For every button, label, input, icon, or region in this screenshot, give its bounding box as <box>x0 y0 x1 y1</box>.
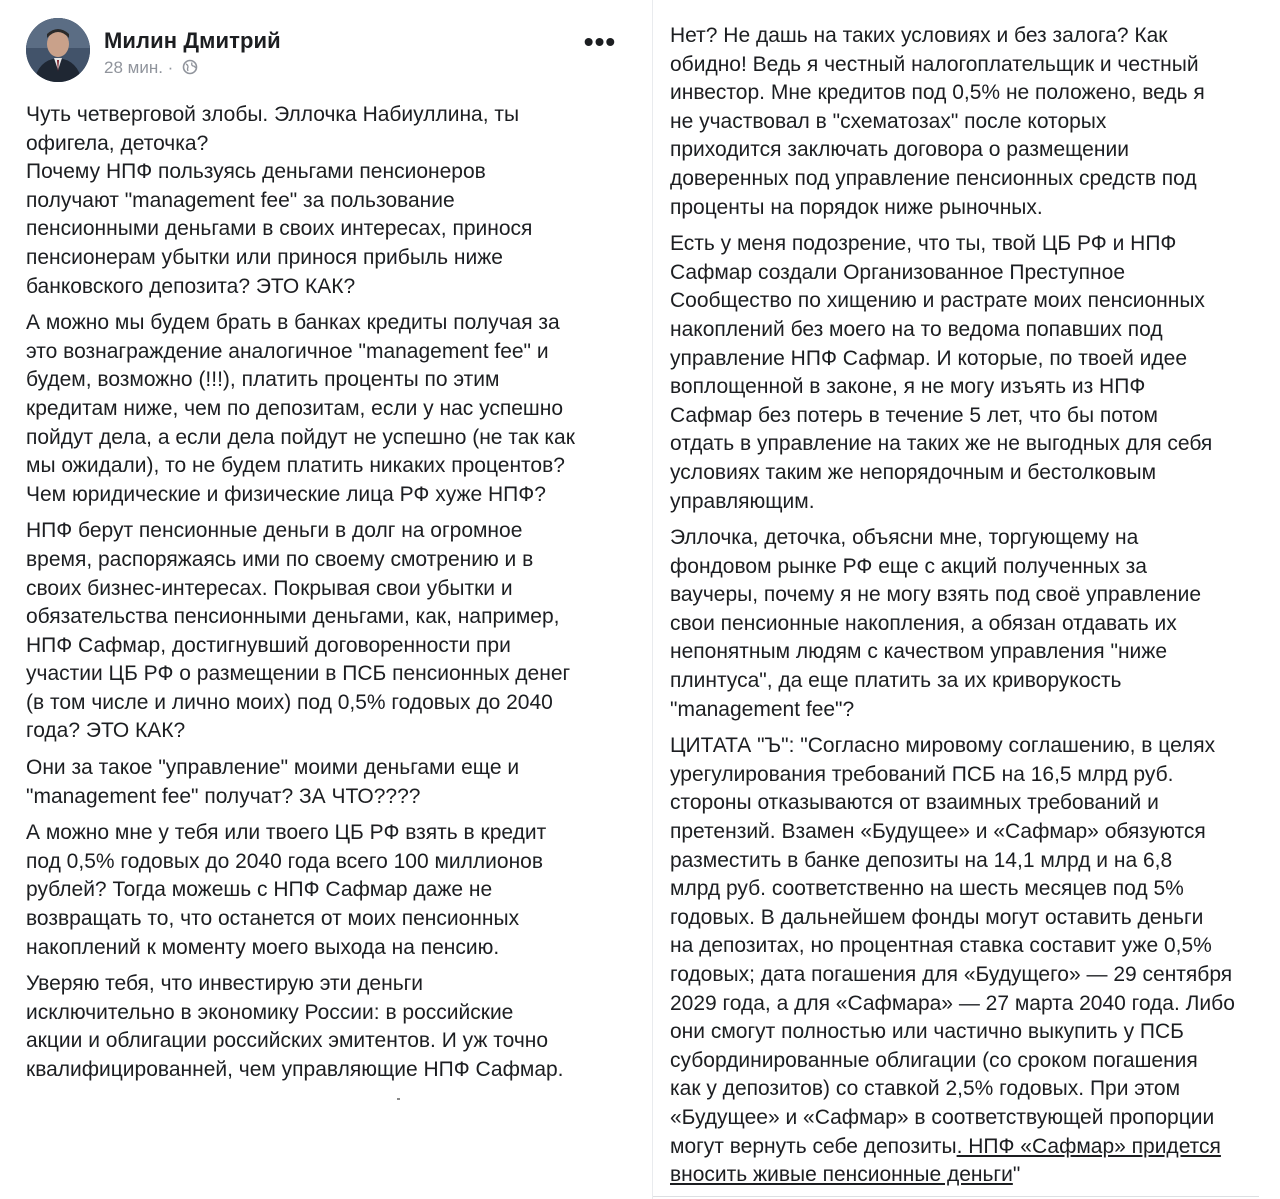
quote-text: ЦИТАТА "Ъ": "Согласно мировому соглашению, в целях урегулирования требований ПСБ на 16,5 млрд руб. стороны отказываются от взаимных требований и претензий. Взамен «Будущее» и «Сафмар» обязуются разместить в банке депозиты на 14,1 млрд и на 6,8 млрд руб. соответственно на шесть месяцев под 5% годовых. В дальнейшем фонды могут оставить деньги на депозитах, но процентная ставка составит уже 0,5% годовых; дата погашения для «Будущего» — 29 сентября 2029 года, а для «Сафмара» — 27 марта 2040 года. Либо они смогут полностью или частично выкупить у ПСБ субординированные облигации (со сроком погашения как у депозитов) со ставкой 2,5% годовых. При этом «Будущее» и «Сафмар» в соответствующей пропорции могут вернуть себе депозиты <box>670 734 1235 1158</box>
post-paragraph: НПФ берут пенсионные деньги в долг на огромное время, распоряжаясь ими по своему смотрению и в своих бизнес-интересах. Покрывая свои убытки и обязательства пенсионными деньгами, как, например, НПФ Сафмар, достигнувший договоренности при участии ЦБ РФ о размещении в ПСБ пенсионных денег (в том числе и лично моих) под 0,5% годовых до 2040 года? ЭТО КАК? <box>26 519 571 743</box>
author-name[interactable]: Милин Дмитрий <box>104 28 281 53</box>
post-time[interactable]: 28 мин. <box>104 58 163 77</box>
post-paragraph: Уверяю тебя, что инвестирую эти деньги исключительно в экономику России: в российские акции и облигации российских эмитентов. И уж точно квалифицированней, чем управляющие НПФ Сафмар. <box>26 972 564 1081</box>
divider <box>653 1196 1259 1197</box>
avatar[interactable] <box>26 18 90 82</box>
quote-underlined-text[interactable]: . НПФ «Сафмар» придется вносить живые пенсионные деньги <box>670 1134 1221 1187</box>
post-paragraph: Нет? Не дашь на таких условиях и без залога? Как обидно! Ведь я честный налогоплательщик и честный инвестор. Мне кредитов под 0,5% не положено, ведь я не участвовал в "схематозах" после которых приходится заключать договора о размещении доверенных под управление пенсионных средств под проценты на порядок ниже рыночных. <box>670 24 1205 219</box>
quote-closing: " <box>1012 1163 1021 1187</box>
quote-paragraph <box>670 732 1260 1190</box>
post-paragraph: Есть у меня подозрение, что ты, твой ЦБ РФ и НПФ Сафмар создали Организованное Преступное Сообщество по хищению и растрате моих пенсионных накоплений без моего на то ведома попавших под управление НПФ Сафмар. И которые, по твоей идее воплощенной в законе, я не могу изъять из НПФ Сафмар без потерь в течение 5 лет, что бы потом отдать в управление на таких же не выгодных для себя условиях таким же непорядочным и бестолковым управляющим. <box>670 232 1213 513</box>
globe-icon <box>182 59 198 80</box>
post-paragraph: Они за такое "управление" моими деньгами еще и "management fee" получат? ЗА ЧТО???? <box>26 756 520 808</box>
post-column-right <box>652 0 1280 1199</box>
post-text-right <box>670 22 1260 1198</box>
more-options-button[interactable]: ••• <box>583 26 617 57</box>
post-paragraph: Эллочка, деточка, объясни мне, торгующему на фондовом рынке РФ еще с акций полученных за ваучеры, почему я не могу взять под своё управление свои пенсионные накопления, а обязан отдавать их непонятным людям с качеством управления "ниже плинтуса", да еще платить за их криворукость "management fee"? <box>670 526 1202 721</box>
avatar-photo <box>26 18 90 82</box>
post-text-left <box>26 101 626 1093</box>
post-paragraph: Чуть четверговой злобы. Эллочка Набиуллина, ты офигела, деточка? Почему НПФ пользуясь деньгами пенсионеров получают "management fee" за пользование пенсионными деньгами в своих интересах, принося пенсионерам убытки или принося прибыль ниже банковского депозита? ЭТО КАК? <box>26 103 533 298</box>
post-meta <box>104 58 198 80</box>
post-header <box>26 18 626 84</box>
artifact-mark <box>397 1098 400 1100</box>
meta-separator: · <box>167 58 174 77</box>
post-paragraph: А можно мне у тебя или твоего ЦБ РФ взять в кредит под 0,5% годовых до 2040 года всего 100 миллионов рублей? Тогда можешь с НПФ Сафмар даже не возвращать то, что останется от моих пенсионных накоплений к моменту моего выхода на пенсию. <box>26 821 547 959</box>
post-paragraph: А можно мы будем брать в банках кредиты получая за это вознаграждение аналогичное "management fee" и будем, возможно (!!!), платить проценты по этим кредитам ниже, чем по депозитам, если у нас успешно пойдут дела, а если дела пойдут не успешно (не так как мы ожидали), то не будем платить никаких процентов? Чем юридические и физические лица РФ хуже НПФ? <box>26 311 575 506</box>
